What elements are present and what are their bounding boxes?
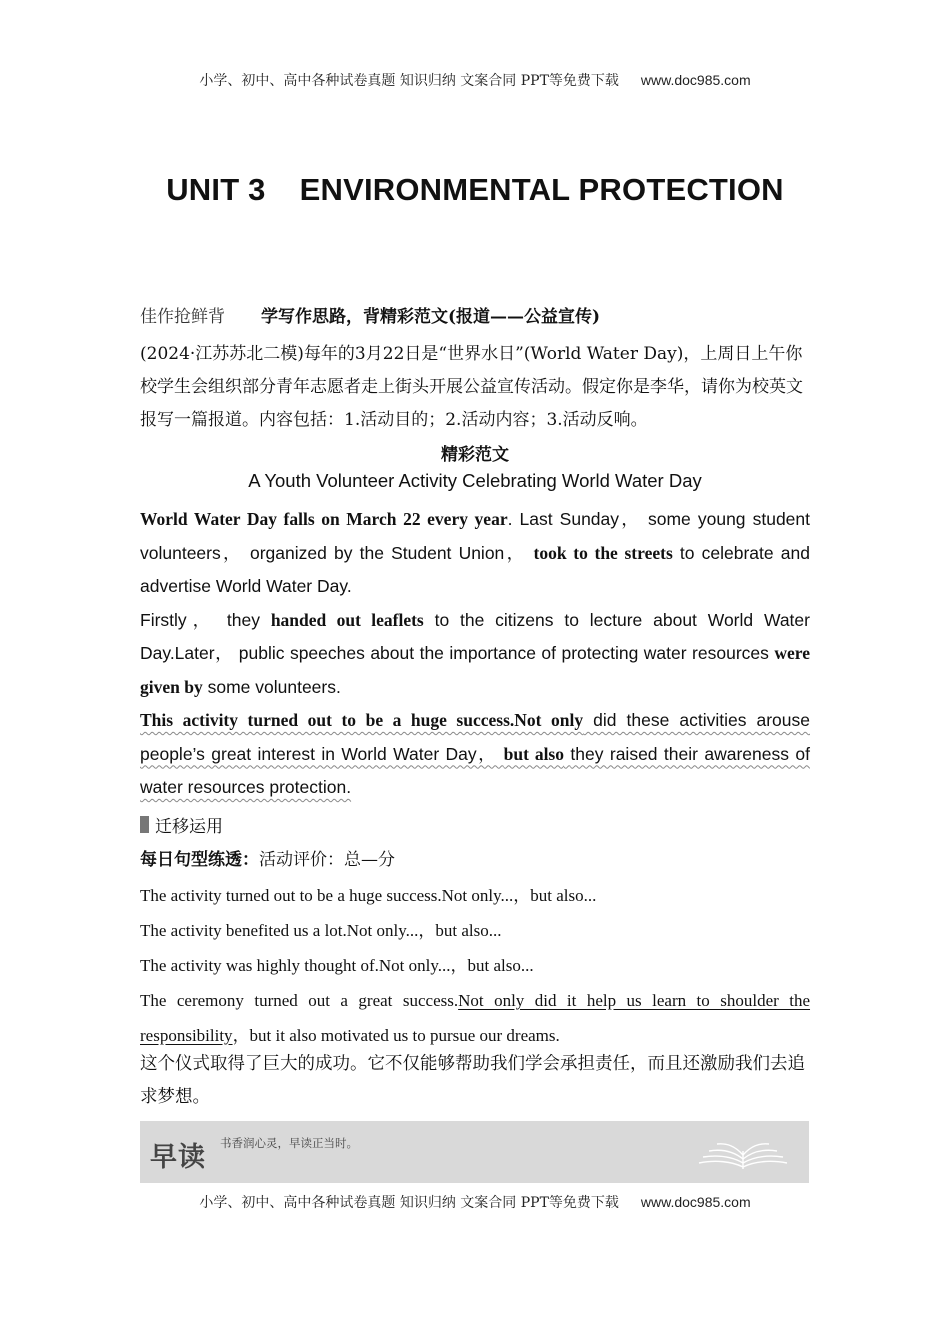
key-phrase: handed out leaflets (270, 609, 424, 630)
section-subtitle: 学写作思路，背精彩范文(报道——公益宣传) (261, 307, 601, 327)
essay-text: . Last Sunday， some young student volunteers， organized by the Student Union， (140, 509, 811, 563)
daily-label: 每日句型练透： (140, 850, 259, 870)
header-url[interactable]: www.doc985.com (640, 72, 751, 88)
pattern-sentence: The activity turned out to be a huge success.Not only...，but also... (140, 886, 597, 905)
section-marker-icon (140, 816, 149, 833)
key-phrase: This activity turned out to be a huge success.Not only (140, 710, 584, 730)
chinese-translation: 这个仪式取得了巨大的成功。它不仅能够帮助我们学会承担责任，而且还激励我们去追求梦想。 (140, 1054, 805, 1107)
page-footer (0, 1192, 950, 1212)
underlined-phrase: Not only did it help us learn to shoulder the responsibility (140, 991, 811, 1045)
essay-text: did these activities arouse people’s great interest in World Water Day， (140, 710, 810, 764)
prompt-text: 每年的3月22日是“世界水日”(World Water Day)，上周日上午你校学生会组织部分青年志愿者走上街头开展公益宣传活动。假定你是李华，请你为校英文报写一篇报道。内容包括：1.活动目的；2.活动内容；3.活动反响。 (140, 344, 803, 430)
section-label: 佳作抢鲜背 (140, 307, 225, 327)
prompt-source: (2024·江苏苏北二模) (140, 344, 304, 364)
example-text: ，but it also motivated us to pursue our dreams. (232, 1026, 560, 1045)
transfer-heading (140, 812, 810, 837)
banner-slogan: 书香润心灵，早读正当时。 (220, 1136, 358, 1150)
footer-text: 小学、初中、高中各种试卷真题 知识归纳 文案合同 PPT等免费下载 (199, 1195, 619, 1211)
key-phrase: but also (503, 743, 564, 764)
page-title (0, 172, 950, 208)
essay-text: they raised their awareness of water resources protection. (140, 743, 810, 797)
footer-url[interactable]: www.doc985.com (640, 1194, 751, 1210)
pattern-sentence: The activity benefited us a lot.Not only...，but also... (140, 921, 502, 940)
section-heading (140, 302, 810, 327)
essay-text: to celebrate and advertise World Water Day. (140, 542, 810, 596)
transfer-label: 迁移运用 (155, 817, 223, 837)
daily-text: 活动评价：总—分 (259, 850, 395, 870)
morning-reading-banner (140, 1121, 809, 1183)
writing-prompt (140, 338, 810, 437)
banner-title: 早读 (150, 1142, 206, 1173)
daily-pattern (140, 845, 810, 870)
pattern-sentence: The activity was highly thought of.Not only...，but also... (140, 956, 534, 975)
essay-text: to the citizens to lecture about World Water Day.Later， public speeches about the importance of protecting water resources (140, 609, 810, 663)
essay-paragraph-3 (140, 704, 810, 805)
key-phrase: were given by (140, 643, 810, 697)
sample-heading: 精彩范文 (441, 445, 509, 465)
page-header (0, 70, 950, 90)
unit-number: UNIT 3 (166, 172, 266, 207)
pattern-sentences (140, 878, 810, 1053)
sample-essay (140, 503, 810, 805)
example-sentence (140, 983, 810, 1053)
header-text: 小学、初中、高中各种试卷真题 知识归纳 文案合同 PPT等免费下载 (199, 73, 619, 89)
essay-text: some volunteers. (202, 676, 341, 697)
essay-paragraph-1 (140, 503, 810, 604)
example-text: The ceremony turned out a great success. (140, 991, 459, 1010)
essay-title: A Youth Volunteer Activity Celebrating World Water Day (248, 470, 702, 491)
open-book-icon (695, 1133, 791, 1173)
key-phrase: took to the streets (533, 542, 673, 563)
essay-paragraph-2 (140, 604, 810, 705)
unit-topic: ENVIRONMENTAL PROTECTION (299, 172, 784, 207)
key-phrase: World Water Day falls on March 22 every year (140, 509, 508, 529)
essay-text: Firstly， they (140, 609, 271, 630)
